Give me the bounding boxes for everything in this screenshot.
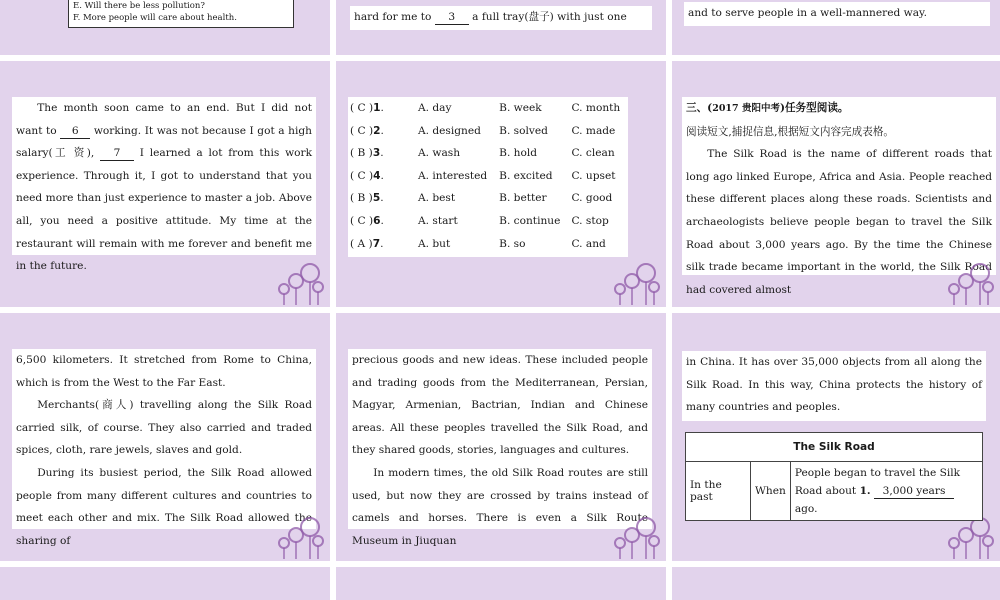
option-c: C. clean (571, 147, 615, 160)
instructions: 阅读短文,捕捉信息,根据短文内容完成表格。 (686, 125, 895, 138)
answer-cell: ( C )1. (350, 102, 384, 114)
answer-letter: C (357, 214, 366, 227)
blank-7: 7 (100, 146, 134, 161)
question-number: 2 (373, 124, 381, 137)
question-number: 1 (373, 102, 381, 114)
section-heading (686, 97, 992, 121)
answer-cell: ( A )7. (350, 237, 384, 250)
passage-line: and to serve people in a well-mannered way. (688, 7, 927, 19)
option-b: B. hold (499, 147, 538, 160)
option-a: A. day (418, 102, 452, 114)
answer-row (348, 233, 628, 256)
paragraph: 6,500 kilometers. It stretched from Rome to China, which is from the West to the Far East. (16, 354, 312, 389)
passage-card (12, 97, 316, 273)
option-b: B. week (499, 102, 542, 114)
option-c: C. good (571, 192, 613, 205)
paragraph: Merchants(商人) travelling along the Silk Road carried silk, of course. They also carried and traded spices, cloth, rare jewels, slaves and gold. (16, 399, 312, 457)
slide-tile-6 (672, 61, 1000, 307)
answer-cell: ( B )3. (350, 147, 384, 160)
option-a: A. but (418, 237, 451, 250)
answer-letter: C (357, 169, 366, 182)
answer-cell: ( C )2. (350, 124, 384, 137)
answer-table (348, 97, 628, 255)
question-number: 4 (373, 169, 381, 182)
option-b: B. excited (499, 169, 553, 182)
table-cell (790, 462, 982, 521)
answer-cell: ( C )6. (350, 214, 384, 227)
text: )任务型阅读。 (779, 102, 849, 114)
answer-row (348, 165, 628, 188)
options-box (68, 0, 294, 28)
flower-decoration-icon (944, 255, 996, 305)
option-a: A. designed (418, 124, 481, 137)
answer-letter: B (357, 147, 366, 160)
answer-letter: C (357, 102, 366, 114)
text: working. It was not because I got a high salary(工 (16, 124, 313, 160)
flower-decoration-icon (610, 509, 662, 559)
text: 三、( (686, 102, 713, 114)
option-c: C. stop (571, 214, 609, 227)
text: People began to travel the Silk Road about (794, 467, 961, 497)
heading-source: 2017 贵阳中考 (712, 103, 780, 114)
option-b: B. better (499, 192, 547, 205)
passage-card (684, 2, 990, 26)
question-number: 7 (372, 237, 381, 250)
slide-tile-8 (336, 313, 666, 561)
paragraph: In modern times, the old Silk Road routes are still used, but now they are crossed by trains instead of camels and horses. There is even a Silk Route Museum in Jiuquan (352, 466, 648, 547)
slide-tile-3 (672, 0, 1000, 55)
paragraph: precious goods and new ideas. These included people and trading goods from the Mediterranean, Persian, Magyar, Armenian, Bactrian, Indian and Chinese areas. All these peoples travelled the Silk Road, and they shared goods, stories, languages and cultures. (352, 354, 648, 457)
answer-row (348, 187, 628, 210)
option-a: A. wash (418, 147, 461, 160)
paragraph: During its busiest period, the Silk Road allowed people from many different cultures and countries to meet each other and mix. The Silk Road allowed the sharing of (16, 466, 312, 547)
option-c: C. upset (571, 169, 616, 182)
passage-card (12, 349, 316, 547)
option-e: E. Will there be less pollution? (73, 1, 205, 11)
question-number: 6 (373, 214, 381, 227)
passage-card (682, 351, 986, 421)
text: ago. (794, 503, 818, 515)
table-title: The Silk Road (686, 433, 983, 462)
option-c: C. and (571, 237, 606, 250)
option-b: B. so (499, 237, 526, 250)
answer-letter: C (357, 124, 366, 137)
answer-row (348, 142, 628, 165)
text: Through it, I got to understand that you need more than just experience to master a job. Above all, you need a positive attitude. My time at the restaurant will remain with me forever and benefit me in the future. (16, 169, 312, 273)
blank-3: 3 (435, 10, 469, 25)
text: a full tray(盘子) with just one (472, 11, 627, 23)
option-a: A. interested (418, 169, 488, 182)
answer-row (348, 210, 628, 233)
text: The month soon came to an end. But I did not want to (16, 102, 312, 137)
answer-card (348, 97, 628, 257)
option-c: C. month (571, 102, 621, 114)
option-b: B. continue (499, 214, 561, 227)
answer-row (348, 97, 628, 120)
answer-letter: A (357, 237, 366, 250)
answer-cell: ( C )4. (350, 169, 384, 182)
answer-blank: 3,000 years (874, 484, 954, 499)
text: hard for me to (354, 11, 432, 23)
row-label: In the past (686, 462, 751, 521)
answer-letter: B (357, 192, 366, 205)
slide-tile-1 (0, 0, 330, 55)
question-number: 3 (372, 147, 381, 160)
slide-tile-4 (0, 61, 330, 307)
option-a: A. best (418, 192, 456, 205)
slide-tile-2 (336, 0, 666, 55)
slide-tile-7 (0, 313, 330, 561)
option-c: C. made (571, 124, 616, 137)
flower-decoration-icon (610, 255, 662, 305)
slide-tile-11 (336, 567, 666, 600)
slide-tile-12 (672, 567, 1000, 600)
answer-row (348, 120, 628, 143)
passage-card (348, 349, 652, 547)
option-a: A. start (418, 214, 458, 227)
slide-tile-10 (0, 567, 330, 600)
blank-number: 1. (859, 485, 871, 497)
text: I learned a lot from this work experience. (16, 147, 312, 182)
passage-card (350, 6, 652, 30)
paragraph: The Silk Road is the name of different roads that long ago linked Europe, Africa and Asia. People reached these different places along these roads. Scientists and archaeologists believe people began to travel the Silk Road about 3,000 years ago. By the time the Chinese silk trade became important in the world, the Silk Road had covered almost (686, 148, 992, 296)
passage-card (682, 97, 996, 296)
flower-decoration-icon (274, 255, 326, 305)
question-number: 5 (372, 192, 381, 205)
silk-road-table (685, 432, 983, 521)
paragraph: in China. It has over 35,000 objects from all along the Silk Road. In this way, China protects the history of many countries and peoples. (686, 356, 982, 414)
answer-cell: ( B )5. (350, 192, 384, 205)
slide-tile-5 (336, 61, 666, 307)
flower-decoration-icon (274, 509, 326, 559)
text: 资), (73, 147, 95, 160)
option-b: B. solved (499, 124, 548, 137)
option-f: F. More people will care about health. (73, 13, 237, 23)
blank-6: 6 (60, 124, 90, 139)
col-label: When (751, 462, 791, 521)
